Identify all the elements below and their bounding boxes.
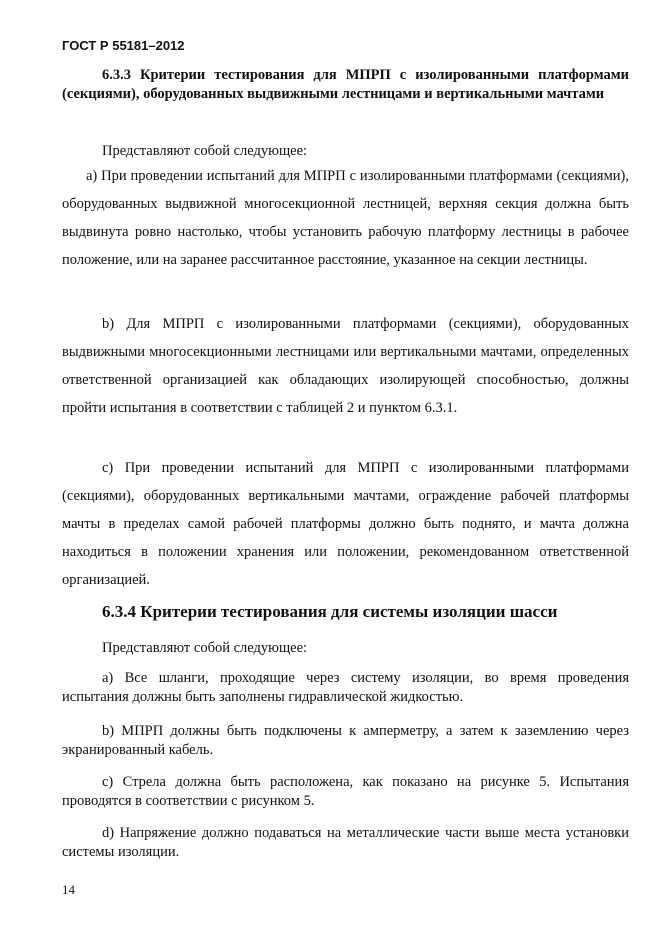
page-number: 14	[62, 882, 75, 897]
section-634-heading: 6.3.4 Критерии тестирования для системы изоляции шасси	[102, 602, 558, 621]
section-633-heading: 6.3.3 Критерии тестирования для МПРП с изолированными платформами (секциями), оборудованных выдвижными лестницами и вертикальными мачтами	[62, 67, 629, 102]
section-633-item-b: b) Для МПРП с изолированными платформами (секциями), оборудованных выдвижными многосекционными лестницами или вертикальными мачтами, определенных ответственной организацией как обладающих изолирующей способностью, должны пройти испытания в соответствии с таблицей 2 и пунктом 6.3.1.	[62, 316, 629, 416]
section-633-item-a: a) При проведении испытаний для МПРП с изолированными платформами (секциями), оборудованных выдвижной многосекционной лестницей, верхняя секция должна быть выдвинута ровно настолько, чтобы установить рабочую платформу лестницы в рабочее положение, или на заранее рассчитанное расстояние, указанное на секции лестницы.	[62, 168, 629, 268]
section-634-item-a: a) Все шланги, проходящие через систему изоляции, во время проведения испытания должны быть заполнены гидравлической жидкостью.	[62, 670, 629, 705]
section-634-intro: Представляют собой следующее:	[102, 640, 308, 656]
section-634-item-c: c) Стрела должна быть расположена, как показано на рисунке 5. Испытания проводятся в соответствии с рисунком 5.	[62, 774, 629, 809]
document-code-header: ГОСТ Р 55181–2012	[62, 38, 185, 53]
section-634-item-d: d) Напряжение должно подаваться на металлические части выше места установки системы изоляции.	[62, 825, 629, 860]
section-633-intro: Представляют собой следующее:	[102, 143, 308, 159]
section-634-item-b: b) МПРП должны быть подключены к амперметру, а затем к заземлению через экранированный кабель.	[62, 723, 629, 758]
section-633-item-c: c) При проведении испытаний для МПРП с изолированными платформами (секциями), оборудованных вертикальными мачтами, ограждение рабочей платформы мачты в пределах самой рабочей платформы должно быть поднято, и мачта должна находиться в положении хранения или положении, рекомендованном ответственной организацией.	[62, 460, 629, 588]
